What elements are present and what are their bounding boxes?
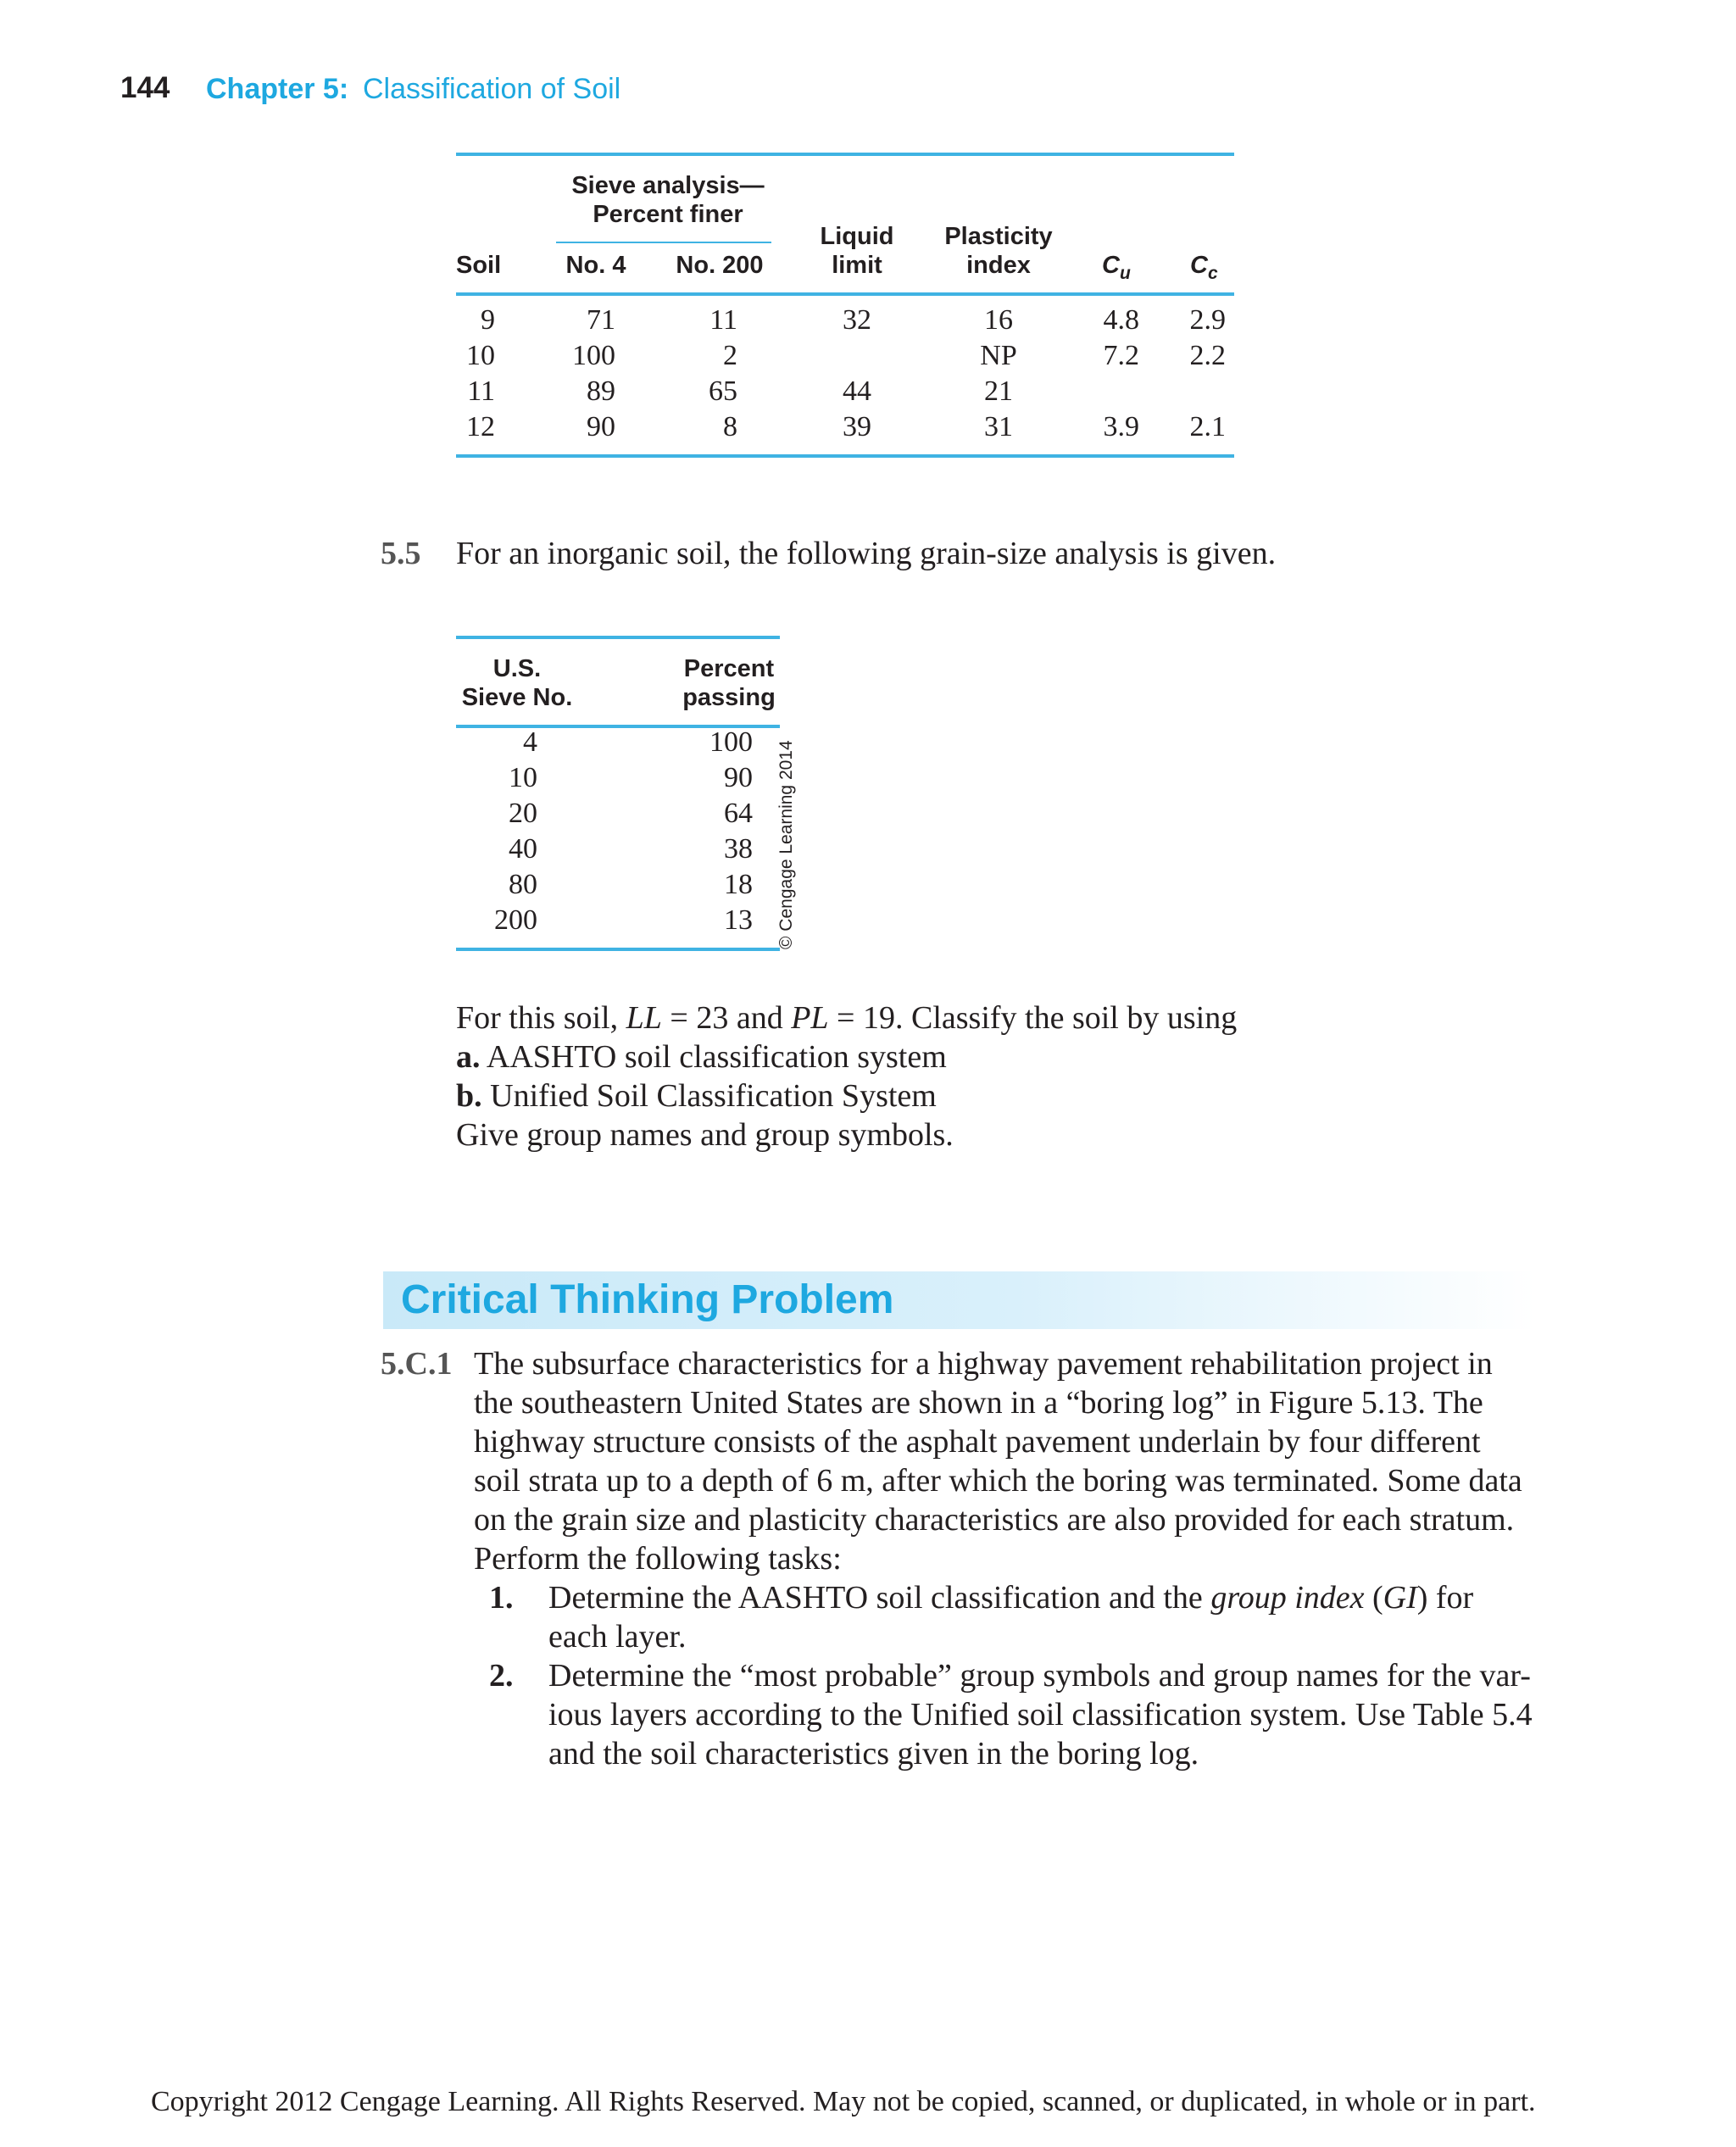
cell-soil: 12 [466, 411, 495, 442]
cell-cc: 2.2 [1189, 340, 1226, 371]
cell-soil: 11 [467, 375, 495, 407]
task-text: Determine the “most probable” group symbols and group names for the var- [548, 1658, 1531, 1694]
table-header-rule [456, 292, 1234, 296]
task-number: 2. [489, 1658, 514, 1694]
header-sieve-1: U.S. [492, 655, 542, 682]
task-number: 1. [489, 1580, 514, 1616]
table-top-rule [456, 636, 780, 639]
header-sieve-group: Sieve analysis— [571, 172, 765, 199]
cell-passing: 64 [724, 798, 753, 829]
table-bottom-rule [456, 948, 780, 951]
paragraph-line: on the grain size and plasticity characteristics are also provided for each stratum. [474, 1502, 1515, 1538]
cell-plasticity-index: 21 [984, 375, 1013, 407]
paragraph-line: the southeastern United States are shown in a “boring log” in Figure 5.13. The [474, 1385, 1483, 1421]
cell-sieve: 80 [509, 869, 537, 900]
cell-sieve: 20 [509, 798, 537, 829]
task-text: and the soil characteristics given in the boring log. [548, 1736, 1199, 1772]
problem-number: 5.5 [381, 536, 421, 571]
cell-liquid-limit: 39 [843, 411, 871, 442]
cell-liquid-limit: 32 [843, 304, 871, 336]
header-liquid-limit-1: Liquid [820, 223, 894, 250]
chapter-title: Classification of Soil [363, 73, 621, 105]
task-text: ious layers according to the Unified soil classification system. Use Table 5.4 [548, 1697, 1533, 1733]
list-item: b. Unified Soil Classification System [456, 1078, 937, 1114]
page-number: 144 [120, 71, 170, 104]
header-liquid-limit-2: limit [832, 252, 882, 279]
cell-liquid-limit: 44 [843, 375, 871, 407]
chapter-label: Chapter 5: [206, 73, 349, 105]
cell-no4: 89 [587, 375, 615, 407]
cell-passing: 18 [724, 869, 753, 900]
task-text: each layer. [548, 1619, 687, 1655]
list-item: a. AASHTO soil classification system [456, 1039, 947, 1075]
header-no4: No. 4 [565, 252, 626, 279]
header-plasticity-index-2: index [966, 252, 1031, 279]
header-no200: No. 200 [676, 252, 764, 279]
sieve-group-rule [556, 242, 771, 243]
cell-sieve: 4 [523, 726, 537, 758]
cell-plasticity-index: 16 [984, 304, 1013, 336]
cell-no200: 11 [709, 304, 737, 336]
cell-cu: 3.9 [1103, 411, 1139, 442]
cell-no4: 71 [587, 304, 615, 336]
cell-plasticity-index: 31 [984, 411, 1013, 442]
problem-statement: For this soil, LL = 23 and PL = 19. Classify the soil by using [456, 1000, 1238, 1036]
cell-sieve: 40 [509, 833, 537, 865]
cell-cu: 7.2 [1103, 340, 1139, 371]
cell-no200: 8 [723, 411, 737, 442]
cell-soil: 9 [481, 304, 495, 336]
task-text: Determine the AASHTO soil classification and the group index (GI) for [548, 1580, 1474, 1616]
cell-no200: 2 [723, 340, 737, 371]
header-cu: $C_u$ [1102, 252, 1131, 283]
cell-sieve: 10 [509, 762, 537, 793]
cell-no4: 90 [587, 411, 615, 442]
cell-cu: 4.8 [1103, 304, 1139, 336]
cell-sieve: 200 [494, 904, 537, 936]
problem-closing: Give group names and group symbols. [456, 1117, 954, 1153]
image-credit: © Cengage Learning 2014 [776, 740, 796, 949]
header-plasticity-index-1: Plasticity [944, 223, 1053, 250]
copyright-notice: Copyright 2012 Cengage Learning. All Rights Reserved. May not be copied, scanned, or duplicated, in whole or in part. [151, 2086, 1536, 2117]
table-bottom-rule [456, 454, 1234, 458]
cell-no4: 100 [572, 340, 615, 371]
header-soil: Soil [456, 252, 502, 279]
cell-plasticity-index: NP [980, 340, 1017, 371]
header-percent-2: passing [682, 684, 776, 711]
header-sieve-2: Sieve No. [461, 684, 573, 711]
header-percent-1: Percent [683, 655, 775, 682]
cell-no200: 65 [709, 375, 737, 407]
cell-cc: 2.9 [1189, 304, 1226, 336]
cell-passing: 38 [724, 833, 753, 865]
cell-passing: 100 [709, 726, 753, 758]
cell-passing: 13 [724, 904, 753, 936]
header-sieve-group-2: Percent finer [593, 201, 743, 228]
paragraph-line: highway structure consists of the asphalt pavement underlain by four different [474, 1424, 1481, 1460]
paragraph-line: Perform the following tasks: [474, 1541, 842, 1577]
table-top-rule [456, 153, 1234, 156]
header-cc: $C_c$ [1190, 252, 1218, 283]
paragraph-line: The subsurface characteristics for a highway pavement rehabilitation project in [474, 1346, 1493, 1382]
problem-intro: For an inorganic soil, the following grain-size analysis is given. [456, 536, 1277, 571]
section-heading: Critical Thinking Problem [401, 1277, 894, 1322]
paragraph-line: soil strata up to a depth of 6 m, after which the boring was terminated. Some data [474, 1463, 1522, 1499]
cell-cc: 2.1 [1189, 411, 1226, 442]
cell-soil: 10 [466, 340, 495, 371]
cell-passing: 90 [724, 762, 753, 793]
problem-number: 5.C.1 [381, 1346, 453, 1382]
